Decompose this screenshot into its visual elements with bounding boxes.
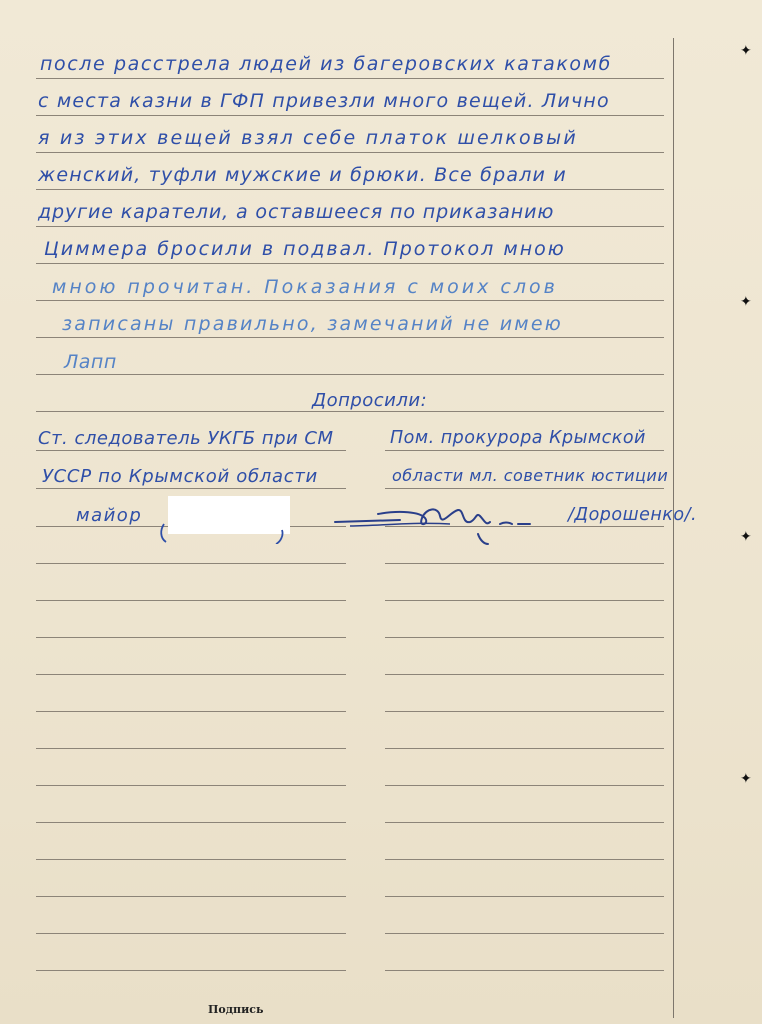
ruled-line bbox=[385, 970, 664, 971]
ruled-line bbox=[36, 711, 346, 712]
ruled-line bbox=[36, 674, 346, 675]
left-signatory-line-1: Ст. следователь УКГБ при СМ bbox=[38, 428, 334, 449]
ruled-line bbox=[36, 637, 346, 638]
right-signatory-name: /Дорошенко/. bbox=[568, 505, 698, 525]
margin-line bbox=[673, 38, 674, 1018]
ruled-line bbox=[36, 563, 346, 564]
text-line-8: записаны правильно, замечаний не имею bbox=[62, 313, 563, 335]
ruled-line bbox=[36, 226, 664, 227]
ruled-line bbox=[36, 263, 664, 264]
text-line-4: женский, туфли мужские и брюки. Все брали и bbox=[38, 164, 567, 186]
ruled-line bbox=[36, 189, 664, 190]
ruled-line bbox=[36, 78, 664, 79]
text-line-6: Циммера бросили в подвал. Протокол мною bbox=[44, 238, 566, 260]
ruled-line bbox=[36, 748, 346, 749]
ruled-line bbox=[385, 859, 664, 860]
ruled-line bbox=[36, 337, 664, 338]
ruled-line bbox=[385, 748, 664, 749]
ruled-line bbox=[385, 711, 664, 712]
ruled-line bbox=[36, 896, 346, 897]
ruled-line bbox=[385, 488, 664, 489]
binder-mark-icon: ✦ bbox=[740, 43, 752, 59]
text-line-7: мною прочитан. Показания с моих слов bbox=[52, 276, 558, 298]
text-line-3: я из этих вещей взял себе платок шелковый bbox=[38, 127, 578, 149]
right-signatory-line-2: области мл. советник юстиции bbox=[392, 466, 669, 485]
ruled-line bbox=[36, 115, 664, 116]
ruled-line bbox=[385, 563, 664, 564]
text-line-5: другие каратели, а оставшееся по приказанию bbox=[38, 201, 555, 223]
ruled-line bbox=[36, 411, 664, 412]
left-signatory-line-2: УССР по Крымской области bbox=[42, 466, 318, 487]
ruled-line bbox=[36, 933, 346, 934]
ruled-line bbox=[36, 374, 664, 375]
interrogators-heading: Допросили: bbox=[312, 390, 428, 411]
ruled-line bbox=[36, 488, 346, 489]
ruled-line bbox=[36, 970, 346, 971]
ruled-line bbox=[36, 859, 346, 860]
left-signatory-rank: майор bbox=[76, 505, 143, 526]
text-line-2: с места казни в ГФП привезли много вещей. Лично bbox=[38, 90, 610, 112]
ruled-line bbox=[385, 933, 664, 934]
binder-mark-icon: ✦ bbox=[740, 294, 752, 310]
ruled-line bbox=[385, 896, 664, 897]
signature-lapp: Лапп bbox=[64, 351, 117, 373]
ruled-line bbox=[385, 822, 664, 823]
ruled-line bbox=[36, 152, 664, 153]
ruled-line bbox=[36, 785, 346, 786]
prosecutor-signature bbox=[330, 492, 550, 552]
binder-mark-icon: ✦ bbox=[740, 529, 752, 545]
text-line-1: после расстрела людей из багеровских катакомб bbox=[40, 53, 612, 75]
ruled-line bbox=[36, 822, 346, 823]
ruled-line bbox=[385, 785, 664, 786]
ruled-line bbox=[385, 674, 664, 675]
ruled-line bbox=[36, 450, 346, 451]
ruled-line bbox=[36, 300, 664, 301]
ruled-line bbox=[36, 600, 346, 601]
signature-label: Подпись bbox=[208, 1003, 264, 1016]
right-signatory-line-1: Пом. прокурора Крымской bbox=[390, 428, 646, 448]
ruled-line bbox=[385, 450, 664, 451]
ruled-line bbox=[385, 637, 664, 638]
ruled-line bbox=[385, 600, 664, 601]
binder-mark-icon: ✦ bbox=[740, 771, 752, 787]
bracket-mark bbox=[158, 520, 308, 544]
